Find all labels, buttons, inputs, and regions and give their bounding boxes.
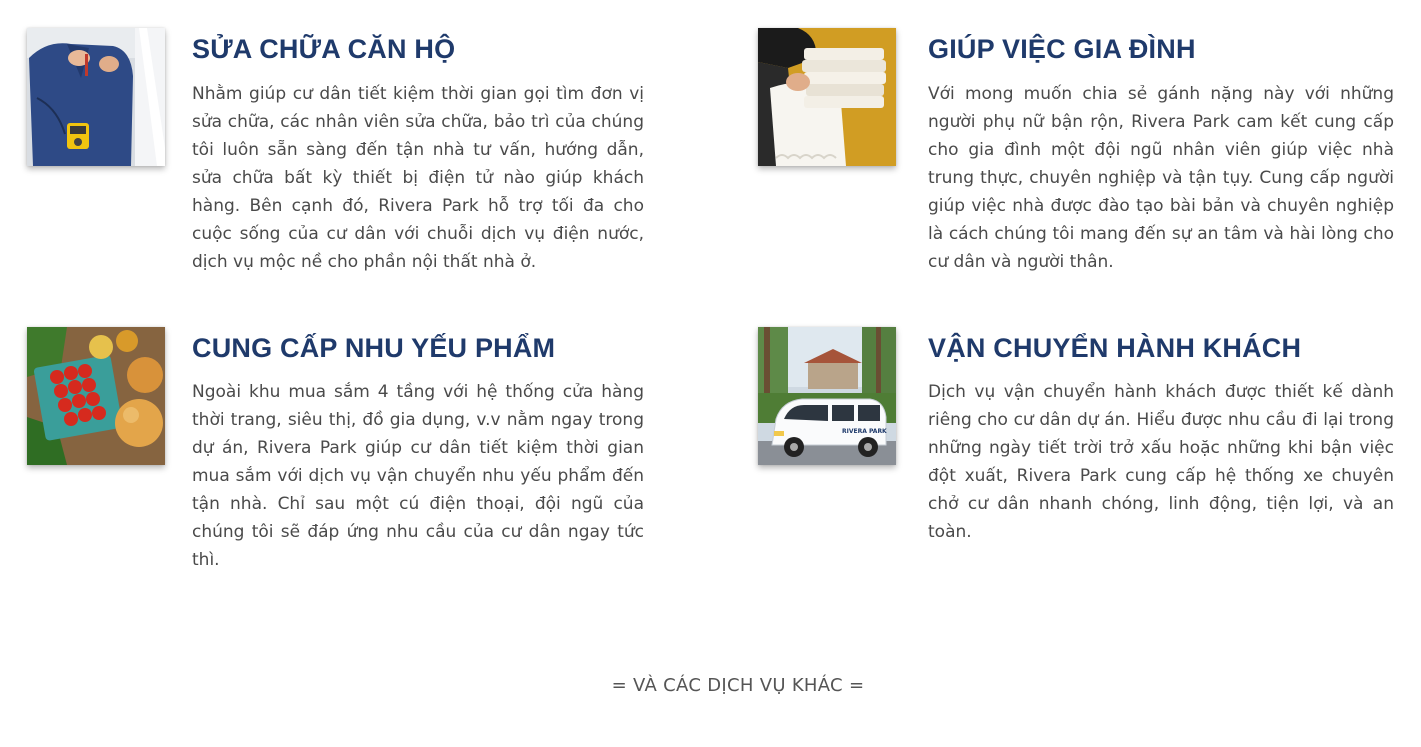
service-description: Dịch vụ vận chuyển hành khách được thiết kế dành riêng cho cư dân dự án. Hiểu được nhu cầu đi lại trong những ngày tiết trời trở xấu hoặc những khi bận việc đột xuất, Rivera Park cung cấp hệ thống xe chuyên chở cư dân nhanh chóng, linh động, tiện lợi, và an toàn. — [928, 382, 1394, 542]
service-title: CUNG CẤP NHU YẾU PHẨM — [192, 333, 556, 363]
other-services-label: = VÀ CÁC DỊCH VỤ KHÁC = — [611, 675, 865, 696]
housekeeper-towels-photo — [758, 28, 896, 166]
repair-technician-photo — [27, 28, 165, 166]
service-description: Ngoài khu mua sắm 4 tầng với hệ thống cửa hàng thời trang, siêu thị, đồ gia dụng, v.v nằm ngay trong dự án, Rivera Park giúp cư dân tiết kiệm thời gian mua sắm với dịch vụ vận chuyển nhu yếu phẩm đến tận nhà. Chỉ sau một cú điện thoại, đội ngũ của chúng tôi sẽ đáp ứng nhu cầu của cư dân ngay tức thì. — [192, 382, 644, 570]
repair-technician-image — [27, 28, 165, 166]
van-label: RIVERA PARK — [842, 428, 887, 435]
service-title: SỬA CHỮA CĂN HỘ — [192, 34, 456, 64]
groceries-image — [27, 327, 165, 465]
service-description: Nhằm giúp cư dân tiết kiệm thời gian gọi tìm đơn vị sửa chữa, các nhân viên sửa chữa, bảo trì của chúng tôi luôn sẵn sàng đến tận nhà tư vấn, hướng dẫn, sửa chữa bất kỳ thiết bị điện tử nào giúp khách hàng. Bên cạnh đó, Rivera Park hỗ trợ tối đa cho cuộc sống của cư dân với chuỗi dịch vụ điện nước, dịch vụ mộc nề cho phần nội thất nhà ở. — [192, 84, 644, 272]
service-title: GIÚP VIỆC GIA ĐÌNH — [928, 34, 1196, 64]
vegetables-groceries-photo — [27, 327, 165, 465]
service-title: VẬN CHUYỂN HÀNH KHÁCH — [928, 333, 1302, 363]
shuttle-van-photo — [758, 327, 896, 465]
housekeeper-image — [758, 28, 896, 166]
shuttle-van-image — [758, 327, 896, 465]
service-description: Với mong muốn chia sẻ gánh nặng này với những người phụ nữ bận rộn, Rivera Park cam kết cung cấp cho gia đình một đội ngũ nhân viên giúp việc nhà trung thực, chuyên nghiệp và tận tụy. Cung cấp người giúp việc nhà được đào tạo bài bản và chuyên nghiệp là cách chúng tôi mang đến sự an tâm và hài lòng cho cư dân và người thân. — [928, 84, 1394, 272]
